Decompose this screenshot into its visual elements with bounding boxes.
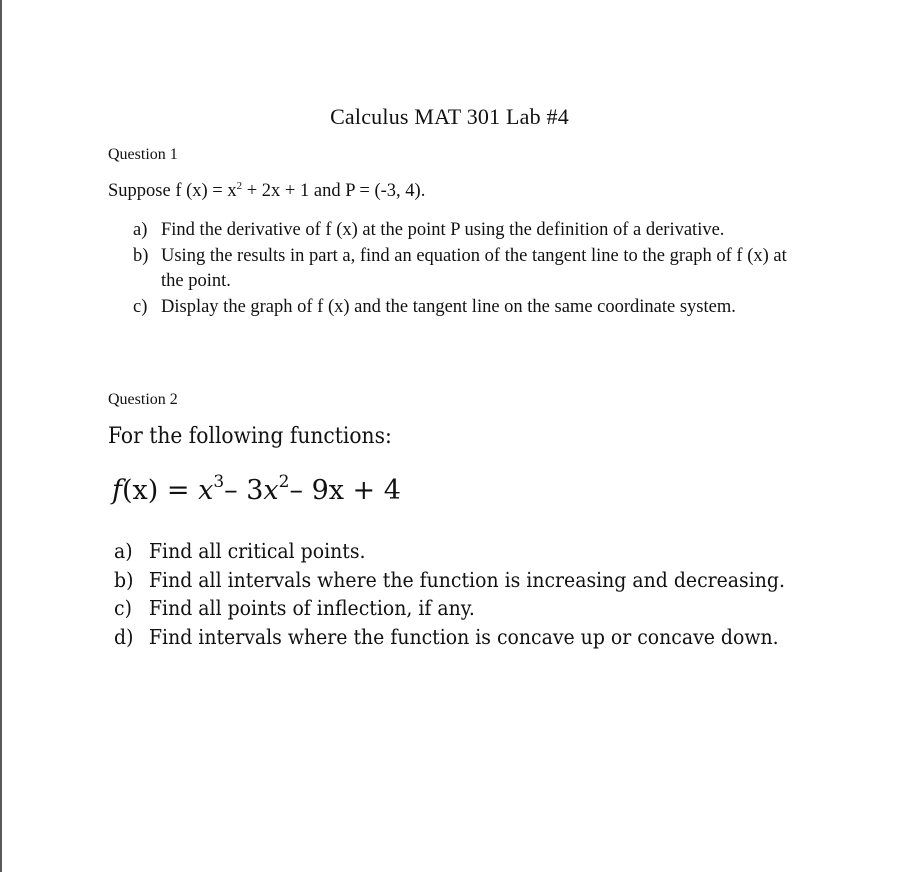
list-marker: d) xyxy=(114,625,134,650)
formula-exp2: 2 xyxy=(278,472,290,492)
list-item-text: Find all intervals where the function is increasing and decreasing. xyxy=(148,567,785,592)
formula-rest: – 9x + 4 xyxy=(289,475,401,506)
formula-x1: x xyxy=(198,475,214,506)
formula-x2: x xyxy=(263,475,279,506)
list-marker: c) xyxy=(114,596,132,621)
list-item xyxy=(114,623,779,652)
list-marker: c) xyxy=(133,296,148,317)
formula-f: f xyxy=(112,475,122,506)
list-item-text: Find all critical points. xyxy=(148,539,366,563)
list-marker: b) xyxy=(114,567,134,592)
question-1-label: Question 1 xyxy=(108,146,178,163)
list-item-text: Using the results in part a, find an equation of the tangent line to the graph of f (x) at the point. xyxy=(161,245,787,291)
list-item xyxy=(114,566,785,595)
function-formula xyxy=(112,472,401,506)
list-item xyxy=(114,537,776,566)
formula-eq: = xyxy=(158,475,199,506)
question-2-intro: For the following functions: xyxy=(108,424,392,449)
page-left-border xyxy=(0,0,2,872)
list-item-text: Display the graph of f (x) and the tangent line on the same coordinate system. xyxy=(161,296,736,317)
list-marker: a) xyxy=(133,220,148,240)
question-2-label: Question 2 xyxy=(108,391,178,408)
document-title: Calculus MAT 301 Lab #4 xyxy=(330,104,569,129)
list-item xyxy=(133,244,813,295)
q1-intro-suffix: + 2x + 1 and P = (-3, 4). xyxy=(242,181,426,201)
list-marker: b) xyxy=(133,245,149,266)
formula-arg: (x) xyxy=(122,475,159,506)
question-2-list xyxy=(114,537,834,652)
question-1-intro xyxy=(108,180,425,202)
q1-intro-exponent: 2 xyxy=(236,180,243,192)
q1-intro-prefix: Suppose f (x) = x xyxy=(108,181,237,201)
list-item xyxy=(114,594,776,623)
list-item-text: Find the derivative of f (x) at the point P using the definition of a derivative. xyxy=(161,220,725,240)
formula-exp1: 3 xyxy=(213,472,225,492)
formula-minus1: – 3 xyxy=(224,475,264,506)
list-item xyxy=(133,218,813,244)
list-item xyxy=(133,295,813,321)
list-marker: a) xyxy=(114,539,133,563)
list-item-text: Find all points of inflection, if any. xyxy=(148,596,475,621)
question-1-list xyxy=(133,218,813,320)
list-item-text: Find intervals where the function is concave up or concave down. xyxy=(148,625,779,650)
